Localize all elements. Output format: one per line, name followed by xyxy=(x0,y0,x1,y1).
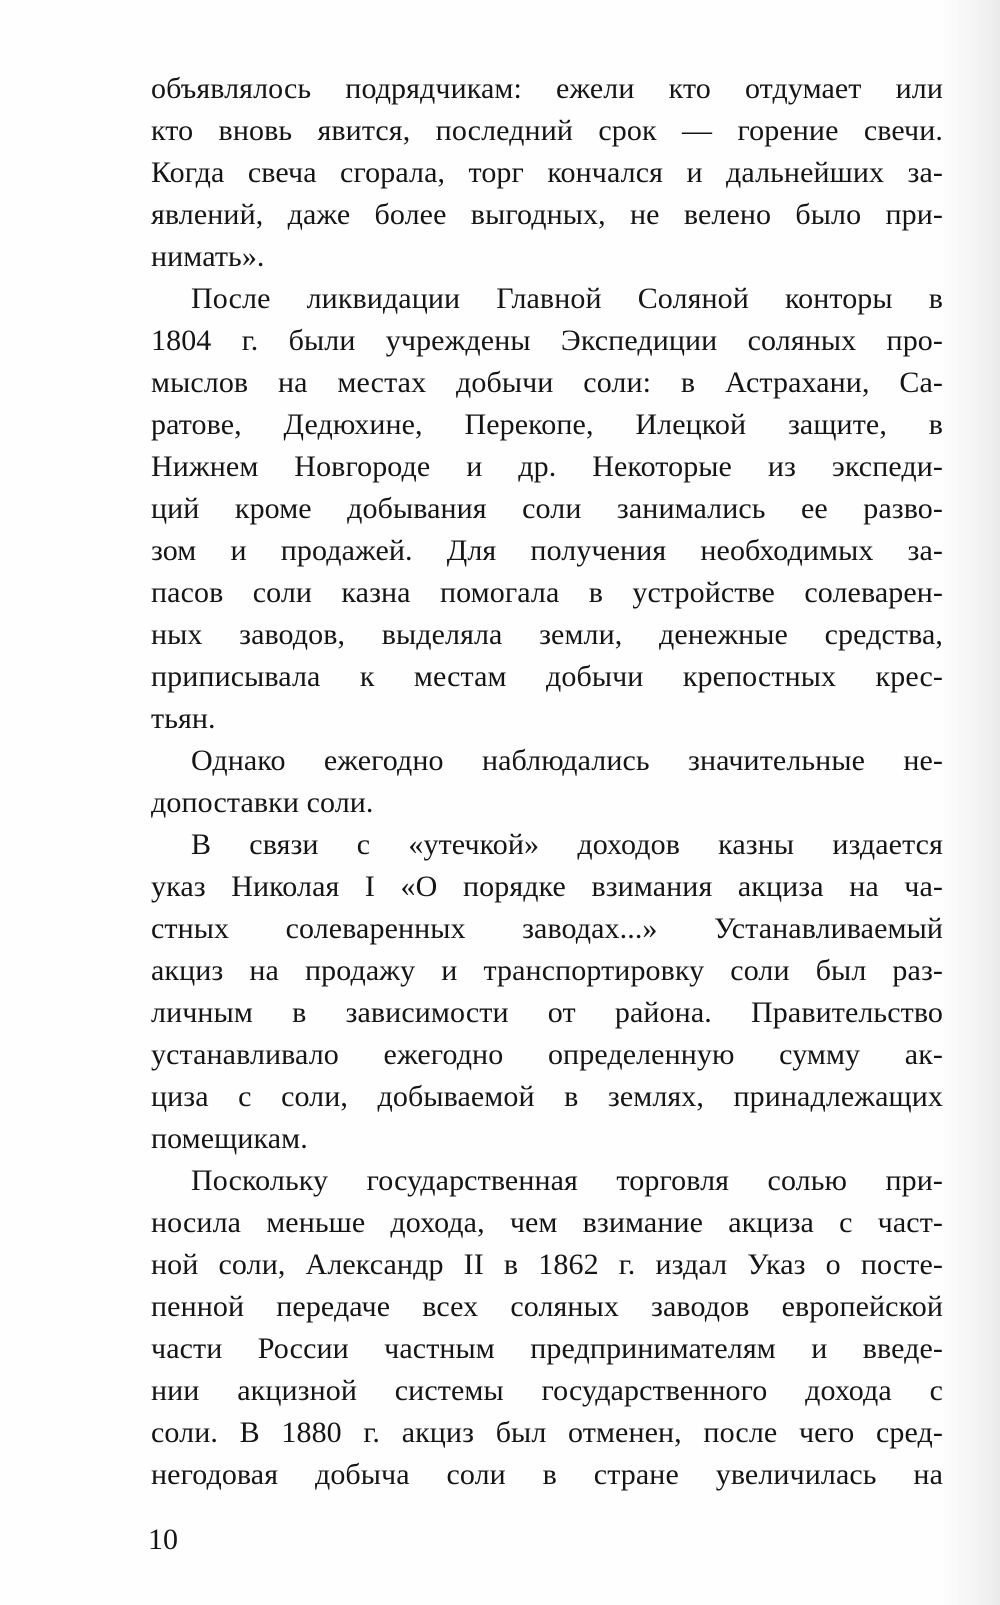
text-line: явлений, даже более выгодных, не велено было при- xyxy=(151,198,943,231)
text-line: пенной передаче всех соляных заводов европейской xyxy=(151,1290,943,1323)
text-line: нимать». xyxy=(151,240,265,273)
text-line: нии акцизной системы государственного дохода с xyxy=(151,1374,943,1407)
text-line: тьян. xyxy=(151,702,216,735)
body-text xyxy=(151,68,943,1496)
text-line: кто вновь явится, последний срок — горение свечи. xyxy=(151,114,943,147)
text-line: В связи с «утечкой» доходов казны издается xyxy=(191,828,943,861)
text-line: соли. В 1880 г. акциз был отменен, после чего сред- xyxy=(151,1416,943,1449)
text-line: объявлялось подрядчикам: ежели кто отдумает или xyxy=(151,72,943,105)
page-number: 10 xyxy=(148,1523,178,1556)
text-line: ций кроме добывания соли занимались ее разво- xyxy=(151,492,943,525)
text-line: ной соли, Александр II в 1862 г. издал Указ о посте- xyxy=(151,1248,943,1281)
text-line: личным в зависимости от района. Правительство xyxy=(151,996,943,1029)
text-line: ных заводов, выделяла земли, денежные средства, xyxy=(151,618,943,651)
text-line: приписывала к местам добычи крепостных крес- xyxy=(151,660,943,693)
text-line: циза с соли, добываемой в землях, принадлежащих xyxy=(151,1080,943,1113)
text-line: негодовая добыча соли в стране увеличилась на xyxy=(151,1458,943,1491)
text-line: части России частным предпринимателям и введе- xyxy=(151,1332,943,1365)
text-line: стных солеваренных заводах...» Устанавливаемый xyxy=(151,912,943,945)
text-line: допоставки соли. xyxy=(151,786,374,819)
text-line: Однако ежегодно наблюдались значительные не- xyxy=(191,744,943,777)
text-line: ратове, Дедюхине, Перекопе, Илецкой защите, в xyxy=(151,408,943,441)
text-line: Когда свеча сгорала, торг кончался и дальнейших за- xyxy=(151,156,943,189)
text-line: помещикам. xyxy=(151,1122,308,1155)
text-line: указ Николая I «О порядке взимания акциза на ча- xyxy=(151,870,943,903)
text-line: устанавливало ежегодно определенную сумму ак- xyxy=(151,1038,943,1071)
text-line: мыслов на местах добычи соли: в Астрахани, Са- xyxy=(151,366,943,399)
text-line: После ликвидации Главной Соляной конторы в xyxy=(191,282,943,315)
text-line: зом и продажей. Для получения необходимых за- xyxy=(151,534,943,567)
text-line: носила меньше дохода, чем взимание акциза с част- xyxy=(151,1206,943,1239)
text-line: акциз на продажу и транспортировку соли был раз- xyxy=(151,954,943,987)
text-line: Поскольку государственная торговля солью при- xyxy=(191,1164,943,1197)
text-line: пасов соли казна помогала в устройстве солеварен- xyxy=(151,576,943,609)
text-line: Нижнем Новгороде и др. Некоторые из экспеди- xyxy=(151,450,943,483)
text-line: 1804 г. были учреждены Экспедиции соляных про- xyxy=(151,324,943,357)
